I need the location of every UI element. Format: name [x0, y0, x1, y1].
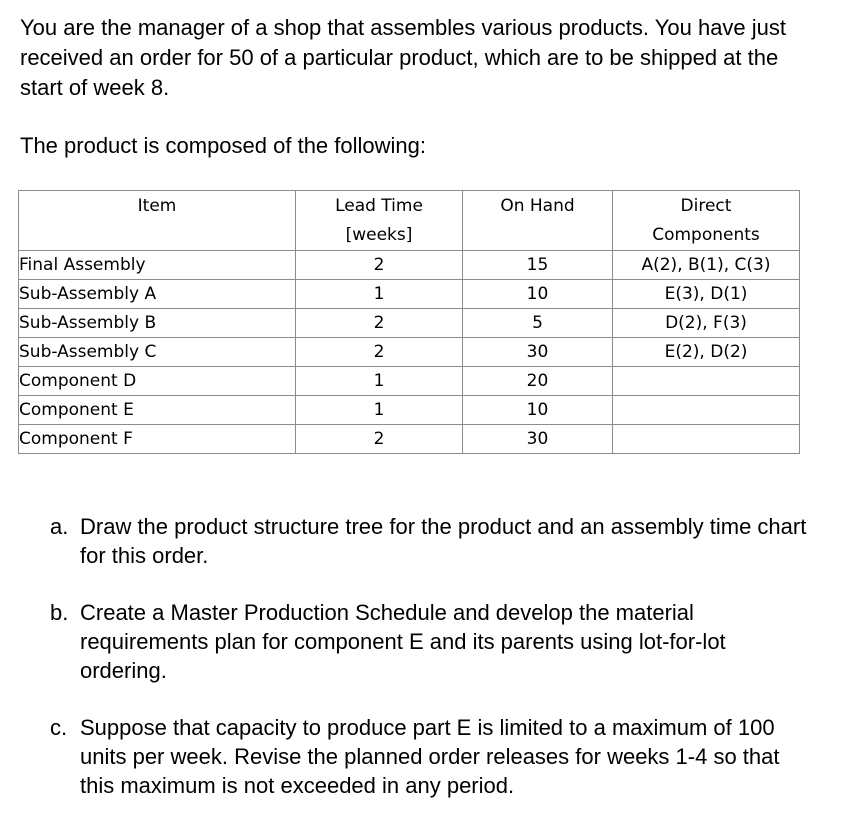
item-cell: Final Assembly	[19, 251, 296, 280]
header-lead-time	[296, 191, 463, 251]
on-hand-cell: 10	[463, 280, 613, 309]
question-b-label: b.	[50, 600, 69, 625]
on-hand-cell: 20	[463, 367, 613, 396]
header-item	[19, 191, 296, 251]
item-cell: Sub-Assembly B	[19, 309, 296, 338]
item-cell: Component D	[19, 367, 296, 396]
header-direct-components	[613, 191, 800, 251]
on-hand-cell: 30	[463, 338, 613, 367]
table-row	[19, 367, 800, 396]
on-hand-cell: 5	[463, 309, 613, 338]
item-cell: Component F	[19, 425, 296, 454]
question-c-label: c.	[50, 715, 68, 740]
question-a	[50, 512, 810, 570]
header-components-line1: Direct	[680, 196, 732, 216]
question-b-text: Create a Master Production Schedule and develop the material requirements plan for component E and its parents using lot-for-lot ordering.	[80, 600, 726, 683]
lead-time-cell: 2	[296, 425, 463, 454]
product-components-table	[18, 190, 800, 454]
lead-time-cell: 2	[296, 251, 463, 280]
on-hand-cell: 15	[463, 251, 613, 280]
question-a-label: a.	[50, 514, 69, 539]
header-on-hand	[463, 191, 613, 251]
components-cell: E(2), D(2)	[613, 338, 800, 367]
item-cell: Sub-Assembly C	[19, 338, 296, 367]
question-a-text: Draw the product structure tree for the product and an assembly time chart for this order.	[80, 514, 807, 568]
on-hand-cell: 30	[463, 425, 613, 454]
table-intro-text: The product is composed of the following:	[20, 133, 427, 158]
item-cell: Sub-Assembly A	[19, 280, 296, 309]
on-hand-cell: 10	[463, 396, 613, 425]
header-lead-time-line2: [weeks]	[345, 225, 413, 245]
components-cell: D(2), F(3)	[613, 309, 800, 338]
lead-time-cell: 1	[296, 367, 463, 396]
item-cell: Component E	[19, 396, 296, 425]
question-c-text: Suppose that capacity to produce part E is limited to a maximum of 100 units per week. Revise the planned order releases for weeks 1-4 so that this maximum is not exceeded in any period.	[80, 715, 780, 798]
intro-paragraph: You are the manager of a shop that assembles various products. You have just received an order for 50 of a particular product, which are to be shipped at the start of week 8.	[20, 15, 787, 100]
components-cell: E(3), D(1)	[613, 280, 800, 309]
table-row	[19, 425, 800, 454]
components-cell	[613, 425, 800, 454]
table-header-row	[19, 191, 800, 251]
components-cell	[613, 396, 800, 425]
lead-time-cell: 1	[296, 280, 463, 309]
lead-time-cell: 2	[296, 309, 463, 338]
table-row	[19, 309, 800, 338]
header-components-line2: Components	[652, 225, 760, 245]
header-lead-time-line1: Lead Time	[335, 196, 423, 216]
table-row	[19, 251, 800, 280]
lead-time-cell: 1	[296, 396, 463, 425]
header-on-hand-label: On Hand	[500, 196, 575, 216]
question-c	[50, 713, 810, 800]
components-cell: A(2), B(1), C(3)	[613, 251, 800, 280]
components-cell	[613, 367, 800, 396]
table-row	[19, 280, 800, 309]
header-item-label: Item	[137, 196, 177, 216]
lead-time-cell: 2	[296, 338, 463, 367]
question-b	[50, 598, 810, 685]
table-row	[19, 396, 800, 425]
table-row	[19, 338, 800, 367]
